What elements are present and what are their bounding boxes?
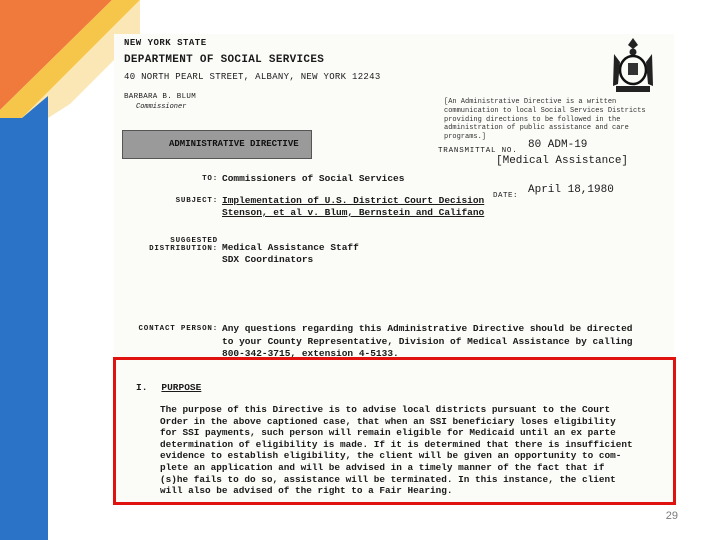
purpose-line: plete an application and will be advised in a timely manner of the fact that if	[160, 461, 605, 473]
purpose-number: I.	[136, 382, 148, 393]
transmittal-number: 80 ADM-19	[528, 139, 588, 151]
slide-page-number: 29	[665, 510, 678, 522]
purpose-line: determination of eligibility is made. If it is determined that there is insufficient	[160, 438, 633, 450]
contact-line-1: Any questions regarding this Administrative Directive should be directed	[222, 323, 633, 334]
distribution-label-line-1: SUGGESTED	[170, 237, 218, 245]
purpose-line: evidence to establish eligibility, the client will be given an opportunity to com-	[160, 450, 622, 462]
date-label: DATE:	[493, 192, 519, 200]
contact-line-3: 800-342-3715, extension 4-5133.	[222, 348, 399, 359]
department-state: NEW YORK STATE	[124, 38, 207, 48]
contact-line-2: to your County Representative, Division of Medical Assistance by calling	[222, 336, 633, 347]
department-name: DEPARTMENT OF SOCIAL SERVICES	[124, 54, 325, 66]
commissioner-title: Commissioner	[136, 103, 187, 111]
to-value: Commissioners of Social Services	[222, 173, 405, 184]
subject-label: SUBJECT:	[175, 197, 218, 205]
distribution-line-1: Medical Assistance Staff	[222, 242, 359, 253]
purpose-title: PURPOSE	[161, 382, 202, 393]
subject-line-2: Stenson, et al v. Blum, Bernstein and Califano	[222, 207, 485, 218]
distribution-line-2: SDX Coordinators	[222, 254, 314, 265]
subject-line-1: Implementation of U.S. District Court Decision	[222, 195, 485, 206]
purpose-line: The purpose of this Directive is to advise local districts pursuant to the Court	[160, 404, 611, 415]
banner-label: ADMINISTRATIVE DIRECTIVE	[169, 139, 299, 149]
date-value: April 18,1980	[528, 184, 614, 196]
administrative-directive-banner	[122, 130, 312, 159]
transmittal-type: [Medical Assistance]	[496, 155, 629, 167]
purpose-line: Order in the above captioned case, that when an SSI beneficiary loses eligibility	[160, 415, 616, 427]
to-label: TO:	[202, 175, 218, 183]
purpose-line: (s)he fails to do so, assistance will be terminated. In this instance, the client	[160, 473, 616, 485]
distribution-label-line-2: DISTRIBUTION:	[149, 245, 218, 253]
contact-person-label: CONTACT PERSON:	[138, 325, 218, 333]
department-address: 40 NORTH PEARL STREET, ALBANY, NEW YORK 12243	[124, 72, 381, 82]
commissioner-name: BARBARA B. BLUM	[124, 93, 197, 101]
purpose-line: will also be advised of the right to a Fair Hearing.	[160, 485, 453, 497]
purpose-highlight-box	[113, 357, 676, 505]
transmittal-label: TRANSMITTAL NO.	[438, 147, 518, 155]
administrative-directive-note: [An Administrative Directive is a written communication to local Social Services Districts providing directions to be followed in the administration of public assistance and care programs.]	[444, 98, 646, 142]
state-seal-icon	[610, 36, 656, 94]
purpose-line: for SSI payments, such person will remain eligible for Medicaid until an ex parte	[160, 427, 616, 439]
